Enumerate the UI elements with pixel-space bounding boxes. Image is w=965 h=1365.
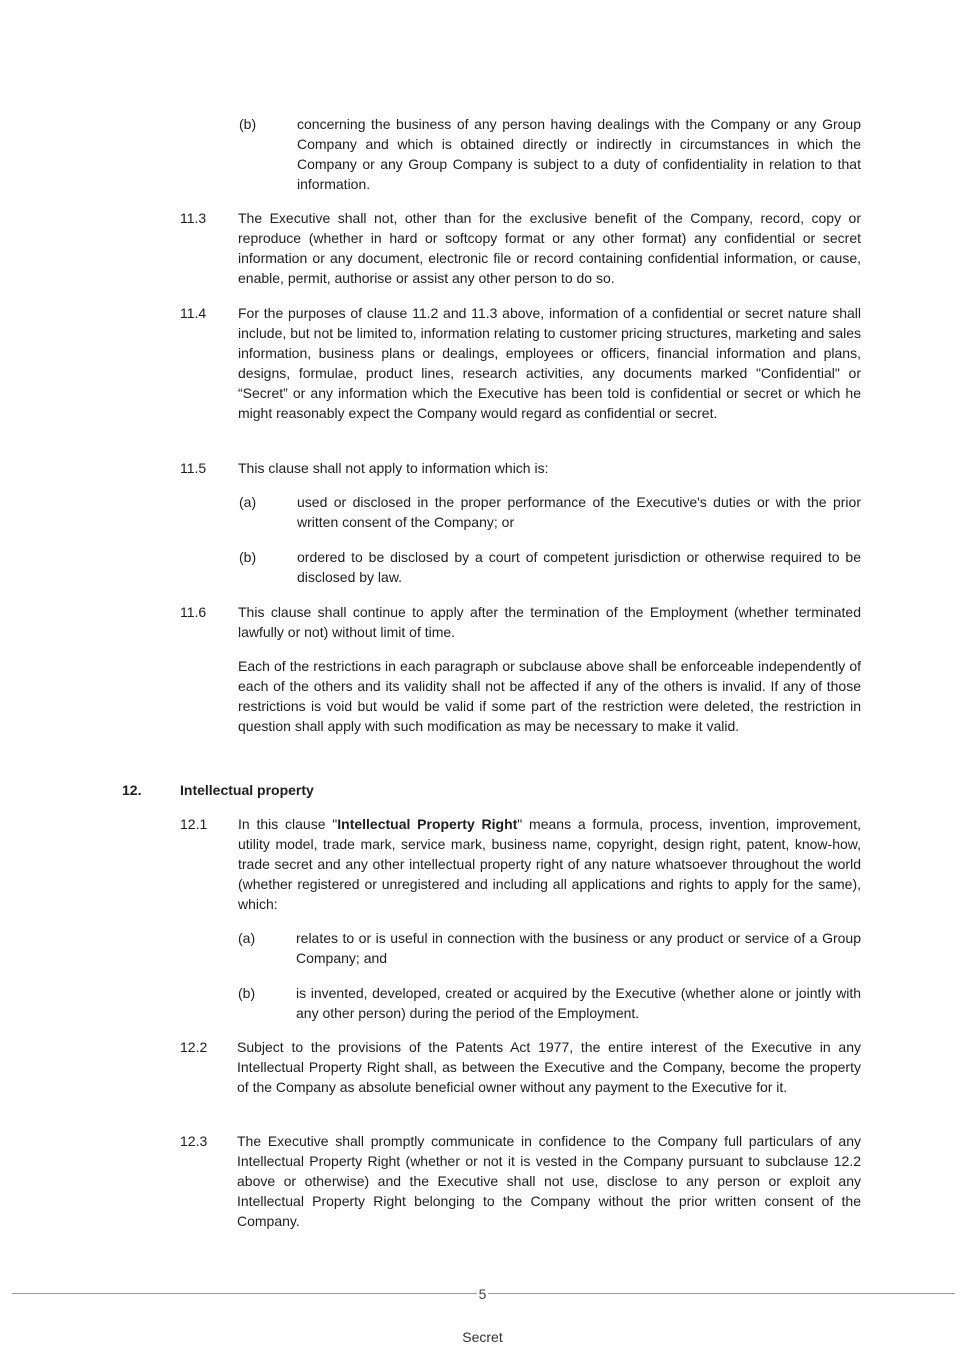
clause-11-5-b-label: (b) bbox=[239, 549, 257, 565]
clause-12-1-text-before: In this clause " bbox=[238, 816, 338, 832]
page-number-value: 5 bbox=[478, 1286, 487, 1302]
clause-12-1-text-after: " means a formula, process, invention, improvement, utility model, trade mark, service mark, business name, copyright, design right, patent, know-how, trade secret and any other intellectual property right of any nature whatsoever throughout the world (whether registered or unregistered and including all applications and rights to apply for the same), which: bbox=[238, 816, 861, 912]
clause-12-3-text: The Executive shall promptly communicate in confidence to the Company full particulars of any Intellectual Property Right (whether or not it is vested in the Company pursuant to subclause 12.2 above or otherwise) and the Executive shall not use, disclose to any person or exploit any Intellectual Property Right belonging to the Company without the prior written consent of the Company. bbox=[237, 1133, 861, 1229]
clause-11-3-text: The Executive shall not, other than for the exclusive benefit of the Company, record, copy or reproduce (whether in hard or softcopy format or any other format) any confidential or secret information or any document, electronic file or record containing confidential information, or cause, enable, permit, authorise or assist any other person to do so. bbox=[238, 210, 861, 286]
clause-11-6-paragraph-2: Each of the restrictions in each paragraph or subclause above shall be enforceable independently of each of the others and its validity shall not be affected if any of the others is invalid. If any of those restrictions is void but would be valid if some part of the restriction were deleted, the restriction in question shall apply with such modification as may be necessary to make it valid. bbox=[238, 658, 861, 734]
clause-12-1-a-text: relates to or is useful in connection with the business or any product or service of a Group Company; and bbox=[296, 930, 861, 966]
clause-11-5-b-text: ordered to be disclosed by a court of competent jurisdiction or otherwise required to be disclosed by law. bbox=[297, 549, 861, 585]
clause-11-5-text: This clause shall not apply to information which is: bbox=[238, 460, 549, 476]
clause-12-2-number: 12.2 bbox=[180, 1039, 208, 1055]
clause-12-1-b-text: is invented, developed, created or acquired by the Executive (whether alone or jointly with any other person) during the period of the Employment. bbox=[296, 985, 861, 1021]
clause-12-1-a-label: (a) bbox=[238, 930, 256, 946]
clause-12-1-text bbox=[238, 814, 861, 914]
clause-11-3-number: 11.3 bbox=[180, 210, 207, 226]
clause-12-2-text: Subject to the provisions of the Patents Act 1977, the entire interest of the Executive in any Intellectual Property Right shall, as between the Executive and the Company, become the property of the Company as absolute beneficial owner without any payment to the Executive for it. bbox=[237, 1039, 861, 1095]
clause-11-2-b-text: concerning the business of any person having dealings with the Company or any Group Company and which is obtained directly or indirectly in circumstances in which the Company or any Group Company is subject to a duty of confidentiality in relation to that information. bbox=[297, 116, 861, 192]
page-number bbox=[0, 1284, 965, 1304]
clause-12-3-number: 12.3 bbox=[180, 1133, 208, 1149]
clause-11-6-number: 11.6 bbox=[180, 604, 207, 620]
classification-label: Secret bbox=[462, 1329, 503, 1345]
clause-11-4-number: 11.4 bbox=[180, 305, 207, 321]
clause-11-6-text: This clause shall continue to apply after the termination of the Employment (whether terminated lawfully or not) without limit of time. bbox=[238, 604, 861, 640]
clause-11-2-b-label: (b) bbox=[239, 116, 257, 132]
section-12-number: 12. bbox=[122, 782, 142, 798]
clause-11-5-a-text: used or disclosed in the proper performance of the Executive's duties or with the prior written consent of the Company; or bbox=[297, 494, 861, 530]
clause-12-1-number: 12.1 bbox=[180, 816, 208, 832]
section-12-title: Intellectual property bbox=[180, 782, 314, 798]
clause-12-1-b-label: (b) bbox=[238, 985, 256, 1001]
defined-term: Intellectual Property Right bbox=[337, 816, 518, 832]
clause-11-5-a-label: (a) bbox=[239, 494, 257, 510]
clause-11-5-number: 11.5 bbox=[180, 460, 207, 476]
clause-11-4-text: For the purposes of clause 11.2 and 11.3 above, information of a confidential or secret nature shall include, but not be limited to, information relating to customer pricing structures, marketing and sales information, business plans or dealings, employees or officers, financial information and plans, designs, formulae, product lines, research activities, any documents marked "Confidential" or “Secret” or any information which the Executive has been told is confidential or secret or which he might reasonably expect the Company would regard as confidential or secret. bbox=[238, 305, 861, 421]
